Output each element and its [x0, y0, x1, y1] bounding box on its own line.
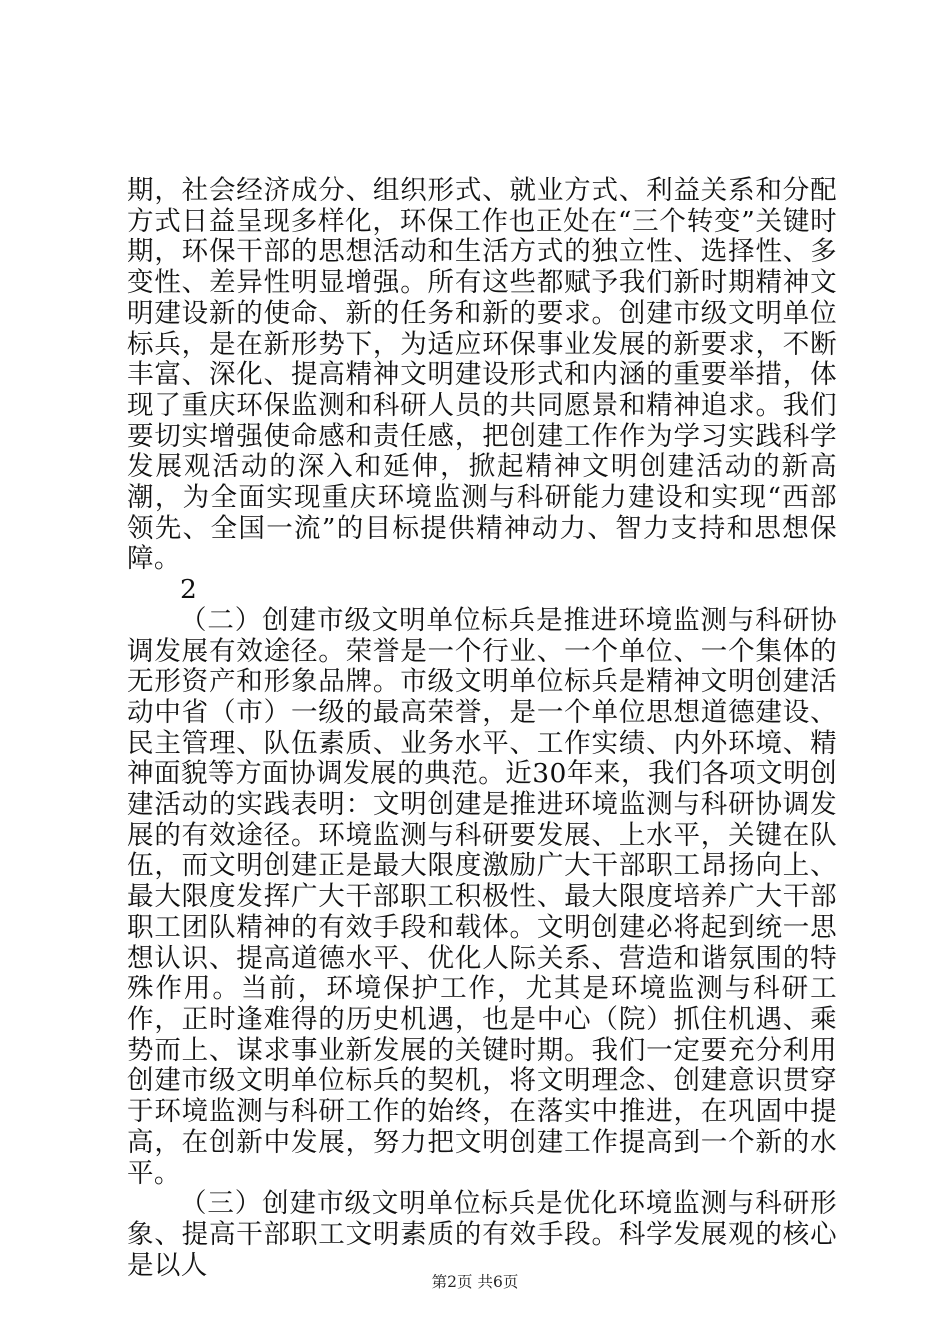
document-body [127, 176, 837, 1281]
paragraph-section-three: （三）创建市级文明单位标兵是优化环境监测与科研形象、提高干部职工文明素质的有效手段。科学发展观的核心是以人 [127, 1188, 837, 1281]
page-footer: 第2页 共6页 [431, 1273, 519, 1291]
paragraph-section-two: （二）创建市级文明单位标兵是推进环境监测与科研协调发展有效途径。荣誉是一个行业、一个单位、一个集体的无形资产和形象品牌。市级文明单位标兵是精神文明创建活动中省（市）一级的最高荣誉，是一个单位思想道德建设、民主管理、队伍素质、业务水平、工作实绩、内外环境、精神面貌等方面协调发展的典范。近30年来，我们各项文明创建活动的实践表明：文明创建是推进环境监测与科研协调发展的有效途径。环境监测与科研要发展、上水平，关键在队伍，而文明创建正是最大限度激励广大干部职工昂扬向上、最大限度发挥广大干部职工积极性、最大限度培养广大干部职工团队精神的有效手段和载体。文明创建必将起到统一思想认识、提高道德水平、优化人际关系、营造和谐氛围的特殊作用。当前，环境保护工作，尤其是环境监测与科研工作，正时逢难得的历史机遇，也是中心（院）抓住机遇、乘势而上、谋求事业新发展的关键时期。我们一定要充分利用创建市级文明单位标兵的契机，将文明理念、创建意识贯穿于环境监测与科研工作的始终，在落实中推进，在巩固中提高，在创新中发展，努力把文明创建工作提高到一个新的水平。 [127, 604, 837, 1189]
inline-page-marker: 2 [180, 574, 198, 606]
paragraph-1: 期，社会经济成分、组织形式、就业方式、利益关系和分配方式日益呈现多样化，环保工作也正处在“三个转变”关键时期，环保干部的思想活动和生活方式的独立性、选择性、多变性、差异性明显增强。所有这些都赋予我们新时期精神文明建设新的使命、新的任务和新的要求。创建市级文明单位标兵，是在新形势下，为适应环保事业发展的新要求，不断丰富、深化、提高精神文明建设形式和内涵的重要举措，体现了重庆环保监测和科研人员的共同愿景和精神追求。我们要切实增强使命感和责任感，把创建工作作为学习实践科学发展观活动的深入和延伸，掀起精神文明创建活动的新高潮，为全面实现重庆环境监测与科研能力建设和实现“西部领先、全国一流”的目标提供精神动力、智力支持和思想保障。 [127, 175, 837, 575]
